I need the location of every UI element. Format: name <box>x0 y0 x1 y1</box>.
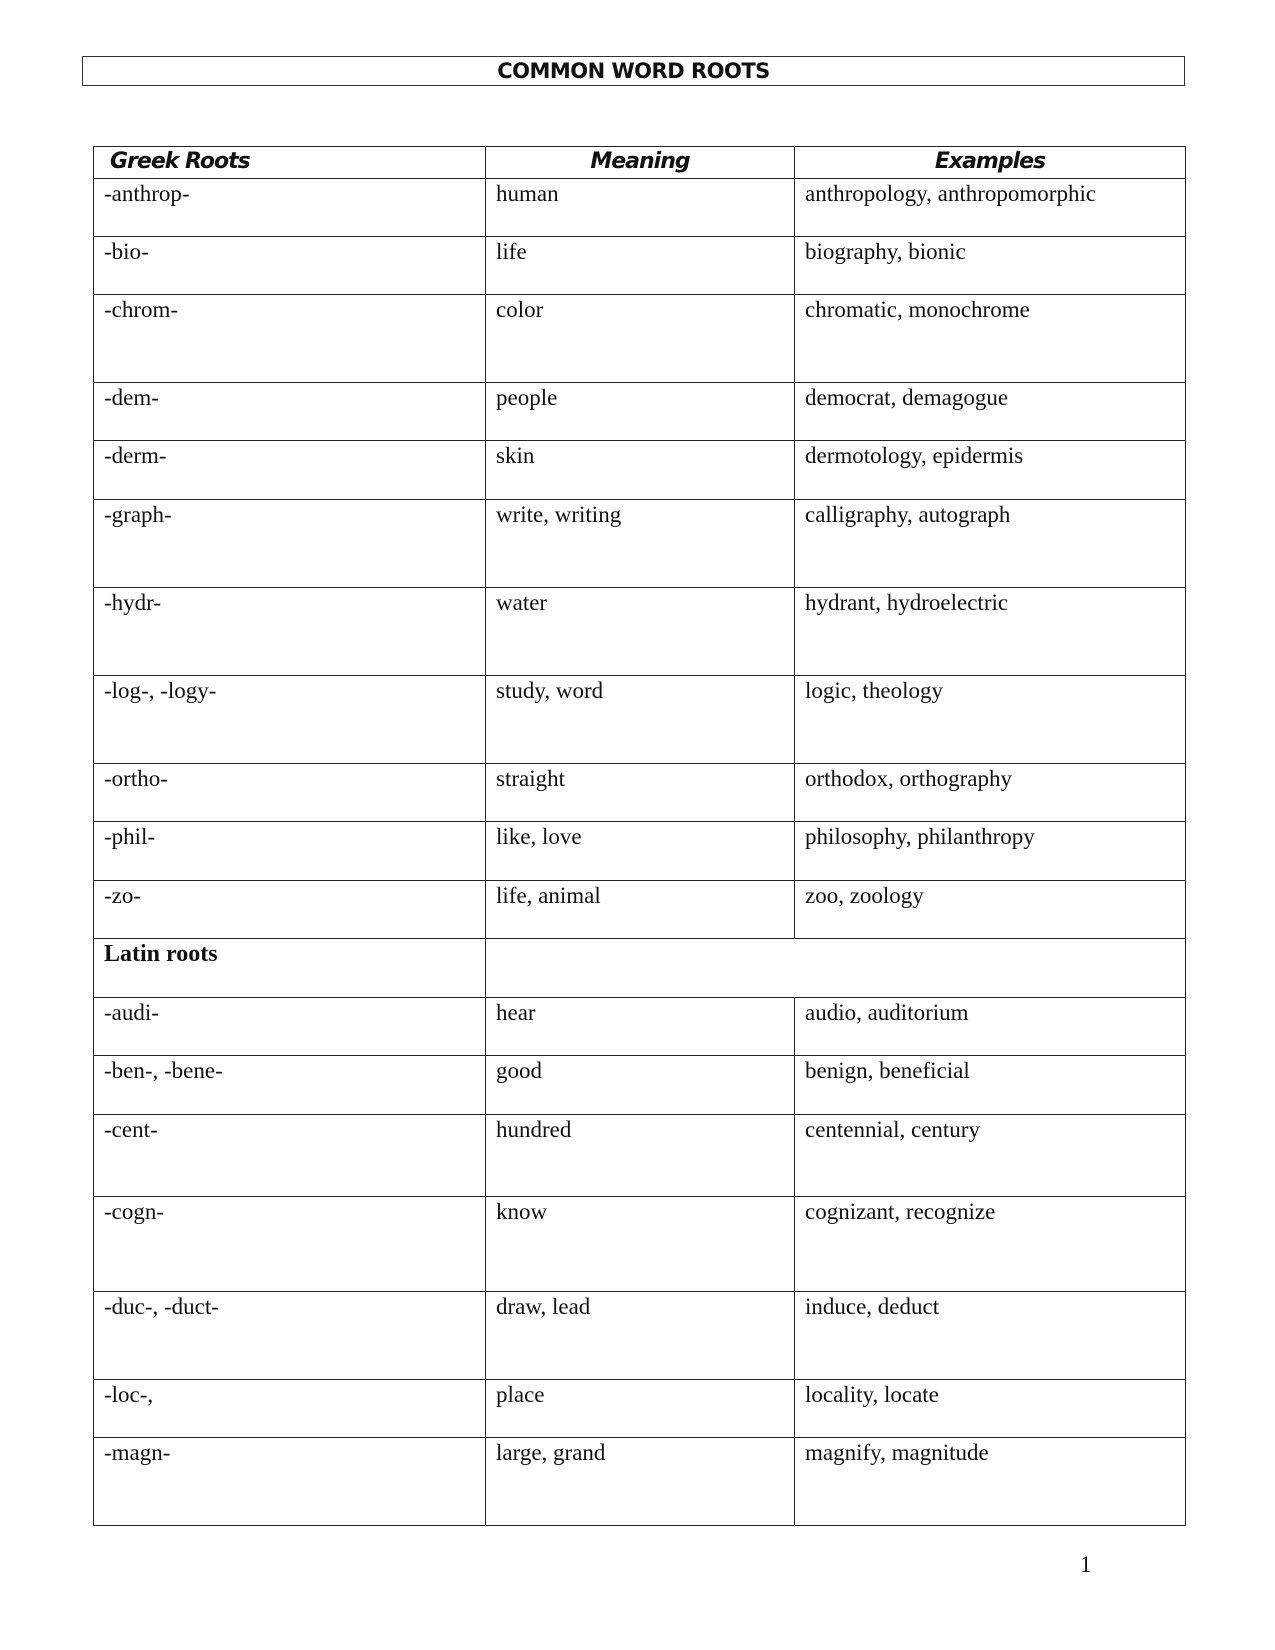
meaning-cell: know <box>486 1197 795 1292</box>
meaning-cell: life <box>486 237 795 295</box>
table-header-row <box>94 147 1186 179</box>
page-title: COMMON WORD ROOTS <box>82 56 1185 86</box>
table-row <box>94 237 1186 295</box>
meaning-cell: skin <box>486 441 795 500</box>
root-cell: -ortho- <box>94 764 486 822</box>
table-row <box>94 881 1186 939</box>
table-row <box>94 1115 1186 1197</box>
table-row <box>94 441 1186 500</box>
root-cell: -zo- <box>94 881 486 939</box>
table-row <box>94 676 1186 764</box>
table-row <box>94 764 1186 822</box>
root-cell: -log-, -logy- <box>94 676 486 764</box>
examples-cell: benign, beneficial <box>795 1056 1186 1115</box>
root-cell: -dem- <box>94 383 486 441</box>
table-row <box>94 998 1186 1056</box>
meaning-cell: draw, lead <box>486 1292 795 1380</box>
root-cell: -chrom- <box>94 295 486 383</box>
meaning-cell: write, writing <box>486 500 795 588</box>
examples-cell: zoo, zoology <box>795 881 1186 939</box>
root-cell: -graph- <box>94 500 486 588</box>
root-cell: -phil- <box>94 822 486 881</box>
examples-cell: cognizant, recognize <box>795 1197 1186 1292</box>
root-cell: -ben-, -bene- <box>94 1056 486 1115</box>
meaning-cell: human <box>486 179 795 237</box>
table-row <box>94 822 1186 881</box>
examples-cell: chromatic, monochrome <box>795 295 1186 383</box>
table-row <box>94 1056 1186 1115</box>
table-row <box>94 1292 1186 1380</box>
root-cell: -anthrop- <box>94 179 486 237</box>
table-row <box>94 1380 1186 1438</box>
examples-cell: philosophy, philanthropy <box>795 822 1186 881</box>
root-cell: -cogn- <box>94 1197 486 1292</box>
root-cell: -audi- <box>94 998 486 1056</box>
table-row <box>94 1438 1186 1526</box>
examples-cell: logic, theology <box>795 676 1186 764</box>
header-examples: Examples <box>795 147 1186 179</box>
meaning-cell: good <box>486 1056 795 1115</box>
examples-cell: democrat, demagogue <box>795 383 1186 441</box>
root-cell: -derm- <box>94 441 486 500</box>
word-roots-table <box>93 146 1186 1526</box>
examples-cell: induce, deduct <box>795 1292 1186 1380</box>
meaning-cell: study, word <box>486 676 795 764</box>
examples-cell: orthodox, orthography <box>795 764 1186 822</box>
table-row <box>94 295 1186 383</box>
empty-cell <box>486 939 795 998</box>
examples-cell: dermotology, epidermis <box>795 441 1186 500</box>
empty-cell <box>795 939 1186 998</box>
meaning-cell: straight <box>486 764 795 822</box>
examples-cell: hydrant, hydroelectric <box>795 588 1186 676</box>
meaning-cell: hundred <box>486 1115 795 1197</box>
examples-cell: centennial, century <box>795 1115 1186 1197</box>
examples-cell: biography, bionic <box>795 237 1186 295</box>
table-row <box>94 1197 1186 1292</box>
meaning-cell: large, grand <box>486 1438 795 1526</box>
root-cell: -loc-, <box>94 1380 486 1438</box>
root-cell: -cent- <box>94 1115 486 1197</box>
header-greek-roots: Greek Roots <box>94 147 486 179</box>
page-number: 1 <box>1080 1552 1092 1577</box>
meaning-cell: place <box>486 1380 795 1438</box>
root-cell: -duc-, -duct- <box>94 1292 486 1380</box>
examples-cell: magnify, magnitude <box>795 1438 1186 1526</box>
meaning-cell: life, animal <box>486 881 795 939</box>
table-row <box>94 500 1186 588</box>
latin-roots-label: Latin roots <box>94 939 486 998</box>
meaning-cell: water <box>486 588 795 676</box>
table-row <box>94 588 1186 676</box>
examples-cell: calligraphy, autograph <box>795 500 1186 588</box>
root-cell: -bio- <box>94 237 486 295</box>
examples-cell: anthropology, anthropomorphic <box>795 179 1186 237</box>
meaning-cell: color <box>486 295 795 383</box>
root-cell: -magn- <box>94 1438 486 1526</box>
table-row <box>94 383 1186 441</box>
table-row <box>94 179 1186 237</box>
meaning-cell: people <box>486 383 795 441</box>
latin-section-row <box>94 939 1186 998</box>
root-cell: -hydr- <box>94 588 486 676</box>
examples-cell: locality, locate <box>795 1380 1186 1438</box>
examples-cell: audio, auditorium <box>795 998 1186 1056</box>
meaning-cell: like, love <box>486 822 795 881</box>
meaning-cell: hear <box>486 998 795 1056</box>
header-meaning: Meaning <box>486 147 795 179</box>
